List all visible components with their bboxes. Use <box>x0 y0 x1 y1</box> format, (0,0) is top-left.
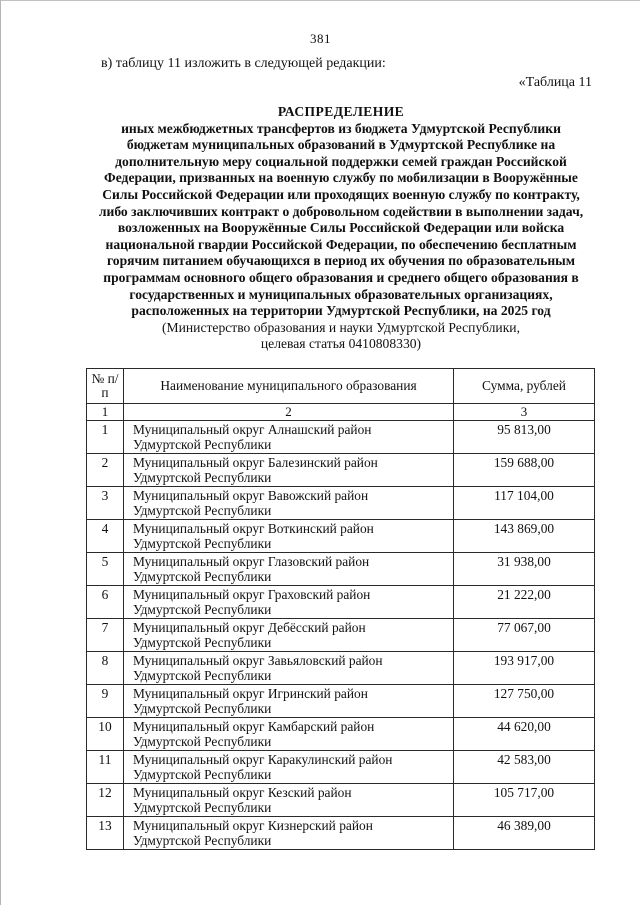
municipality-cell <box>124 717 454 750</box>
municipality-region: Удмуртской Республики <box>133 502 272 518</box>
table-row <box>87 420 595 453</box>
row-number-cell: 12 <box>87 783 124 816</box>
allocation-table <box>86 368 595 850</box>
table-row <box>87 519 595 552</box>
municipality-cell <box>124 750 454 783</box>
amount-cell: 31 938,00 <box>454 552 595 585</box>
table-caption-label: «Таблица 11 <box>518 75 592 90</box>
row-number-cell: 7 <box>87 618 124 651</box>
row-number-cell: 9 <box>87 684 124 717</box>
table-row <box>87 552 595 585</box>
municipality-cell <box>124 618 454 651</box>
document-title-block <box>89 104 593 320</box>
table-row <box>87 651 595 684</box>
municipality-region: Удмуртской Республики <box>133 568 272 584</box>
table-row <box>87 684 595 717</box>
table-row <box>87 453 595 486</box>
municipality-name: Муниципальный округ Балезинский район <box>133 454 378 470</box>
amount-cell: 143 869,00 <box>454 519 595 552</box>
municipality-cell <box>124 585 454 618</box>
municipality-name: Муниципальный округ Каракулинский район <box>133 751 393 767</box>
municipality-region: Удмуртской Республики <box>133 700 272 716</box>
amount-cell: 193 917,00 <box>454 651 595 684</box>
municipality-cell <box>124 552 454 585</box>
municipality-name: Муниципальный округ Воткинский район <box>133 520 374 536</box>
column-numbers-row <box>87 403 595 420</box>
municipality-region: Удмуртской Республики <box>133 469 272 485</box>
amount-cell: 44 620,00 <box>454 717 595 750</box>
municipality-region: Удмуртской Республики <box>133 436 272 452</box>
municipality-name: Муниципальный округ Игринский район <box>133 685 368 701</box>
header-cell-sum: Сумма, рублей <box>454 368 595 403</box>
title-body: иных межбюджетных трансфертов из бюджета Удмуртской Республики бюджетам муниципальных образований в Удмуртской Республике на дополнительную меру социальной поддержки семей граждан Российской Федерации, призванных на военную службу по мобилизации в Вооружённые Силы Российской Федерации или проходящих военную службу по контракту, либо заключивших контракт о добровольном содействии в выполнении задач, возложенных на Вооружённые Силы Российской Федерации или войска национальной гвардии Российской Федерации, по обеспечению бесплатным горячим питанием обучающихся в период их обучения по образовательным программам основного общего образования и среднего общего образования в государственных и муниципальных образовательных организациях, расположенных на территории Удмуртской Республики, на 2025 год <box>98 120 584 319</box>
table-row <box>87 816 595 849</box>
column-number-1: 1 <box>87 403 124 420</box>
row-number-cell: 13 <box>87 816 124 849</box>
header-cell-number: № п/п <box>87 368 124 403</box>
header-cell-name: Наименование муниципального образования <box>124 368 454 403</box>
municipality-name: Муниципальный округ Граховский район <box>133 586 371 602</box>
row-number-cell: 2 <box>87 453 124 486</box>
amount-cell: 117 104,00 <box>454 486 595 519</box>
ministry-note-line1: (Министерство образования и науки Удмуртской Республики, <box>162 319 520 335</box>
municipality-cell <box>124 519 454 552</box>
amount-cell: 159 688,00 <box>454 453 595 486</box>
amount-cell: 105 717,00 <box>454 783 595 816</box>
municipality-region: Удмуртской Республики <box>133 601 272 617</box>
amount-cell: 95 813,00 <box>454 420 595 453</box>
row-number-cell: 8 <box>87 651 124 684</box>
municipality-region: Удмуртской Республики <box>133 733 272 749</box>
amount-cell: 77 067,00 <box>454 618 595 651</box>
municipality-region: Удмуртской Республики <box>133 766 272 782</box>
municipality-name: Муниципальный округ Алнашский район <box>133 421 372 437</box>
municipality-region: Удмуртской Республики <box>133 799 272 815</box>
row-number-cell: 1 <box>87 420 124 453</box>
row-number-cell: 4 <box>87 519 124 552</box>
municipality-region: Удмуртской Республики <box>133 832 272 848</box>
municipality-name: Муниципальный округ Дебёсский район <box>133 619 366 635</box>
municipality-cell <box>124 651 454 684</box>
table-row <box>87 486 595 519</box>
municipality-cell <box>124 420 454 453</box>
amount-cell: 127 750,00 <box>454 684 595 717</box>
column-number-3: 3 <box>454 403 595 420</box>
municipality-cell <box>124 486 454 519</box>
table-row <box>87 585 595 618</box>
title-heading: РАСПРЕДЕЛЕНИЕ <box>277 104 405 119</box>
page-number: 381 <box>310 31 331 46</box>
amendment-clause-text: в) таблицу 11 изложить в следующей редакции: <box>101 56 386 71</box>
municipality-name: Муниципальный округ Кезский район <box>133 784 352 800</box>
municipality-cell <box>124 453 454 486</box>
municipality-cell <box>124 783 454 816</box>
amount-cell: 46 389,00 <box>454 816 595 849</box>
column-number-2: 2 <box>124 403 454 420</box>
amount-cell: 42 583,00 <box>454 750 595 783</box>
row-number-cell: 11 <box>87 750 124 783</box>
municipality-name: Муниципальный округ Вавожский район <box>133 487 369 503</box>
table-row <box>87 618 595 651</box>
amount-cell: 21 222,00 <box>454 585 595 618</box>
table-row <box>87 750 595 783</box>
ministry-note-line2: целевая статья 0410808330) <box>260 336 422 352</box>
municipality-cell <box>124 816 454 849</box>
table-row <box>87 717 595 750</box>
municipality-name: Муниципальный округ Камбарский район <box>133 718 375 734</box>
table-row <box>87 783 595 816</box>
table-header-row <box>87 368 595 403</box>
municipality-cell <box>124 684 454 717</box>
table-body <box>87 420 595 849</box>
municipality-region: Удмуртской Республики <box>133 667 272 683</box>
municipality-region: Удмуртской Республики <box>133 634 272 650</box>
municipality-name: Муниципальный округ Кизнерский район <box>133 817 373 833</box>
row-number-cell: 5 <box>87 552 124 585</box>
row-number-cell: 3 <box>87 486 124 519</box>
municipality-name: Муниципальный округ Завьяловский район <box>133 652 383 668</box>
row-number-cell: 6 <box>87 585 124 618</box>
municipality-name: Муниципальный округ Глазовский район <box>133 553 370 569</box>
row-number-cell: 10 <box>87 717 124 750</box>
municipality-region: Удмуртской Республики <box>133 535 272 551</box>
ministry-note <box>89 320 593 353</box>
